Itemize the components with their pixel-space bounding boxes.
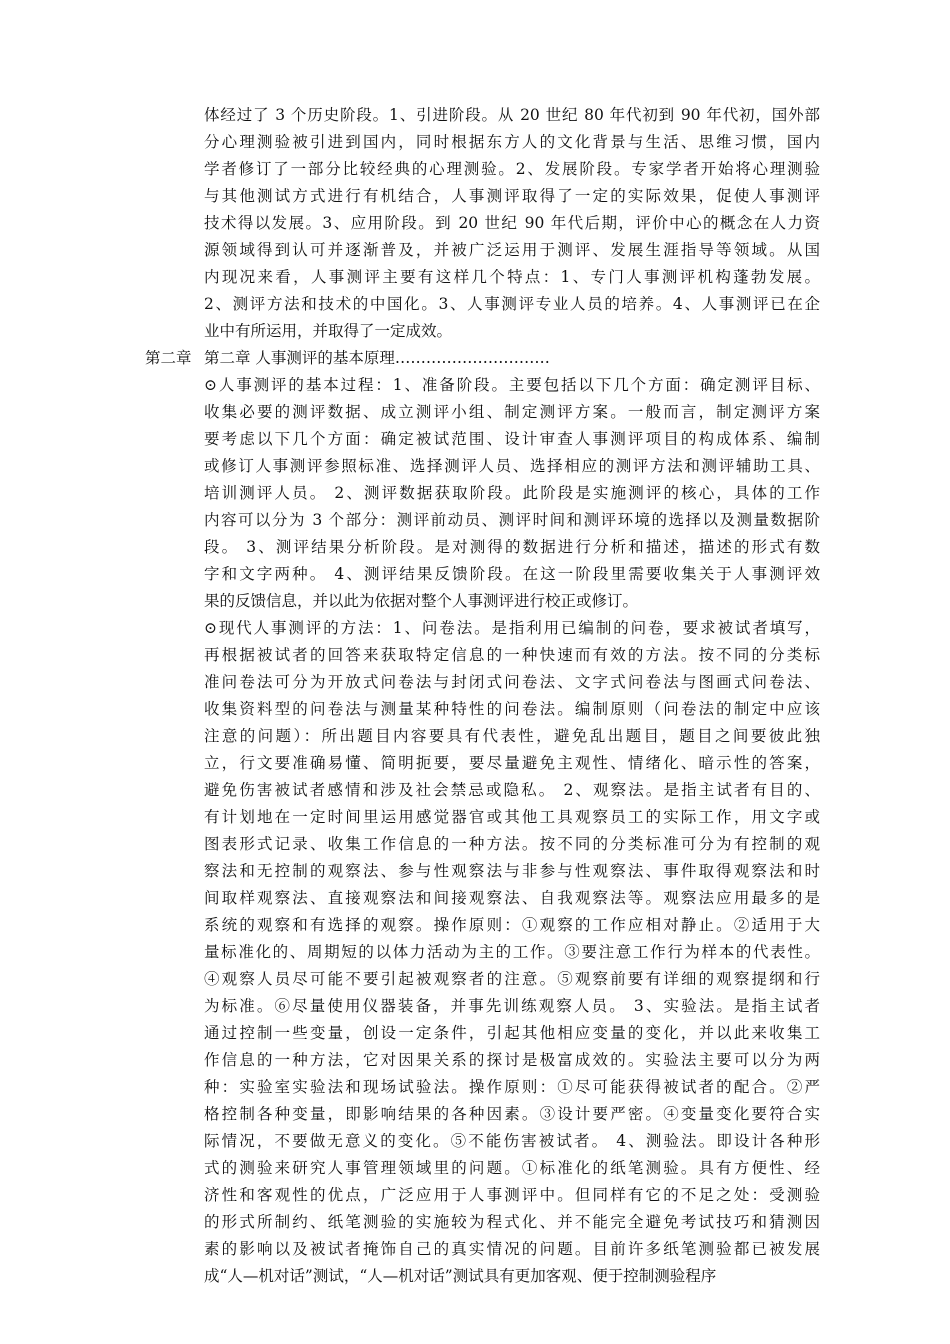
text-line: 素的影响以及被试者掩饰自己的真实情况的问题。目前许多纸笔测验都已被发展 — [204, 1240, 820, 1258]
text-line: 济性和客观性的优点，广泛应用于人事测评中。但同样有它的不足之处：受测验 — [204, 1186, 820, 1204]
text-line: 式的测验来研究人事管理领域里的问题。①标准化的纸笔测验。具有方便性、经 — [204, 1159, 820, 1177]
text-line: 技术得以发展。3、应用阶段。到 20 世纪 90 年代后期，评价中心的概念在人力资 — [204, 214, 820, 232]
chapter-heading — [145, 345, 550, 372]
text-line: 注意的问题）：所出题目内容要具有代表性，避免乱出题目，题目之间要彼此独 — [204, 727, 820, 745]
text-line: 图表形式记录、收集工作信息的一种方法。按不同的分类标准可分为有控制的观 — [204, 835, 820, 853]
text-line: 学者修订了一部分比较经典的心理测验。2、发展阶段。专家学者开始将心理测验 — [204, 160, 820, 178]
text-line: ④观察人员尽可能不要引起被观察者的注意。⑤观察前要有详细的观察提纲和行 — [204, 970, 820, 988]
text-line: 格控制各种变量，即影响结果的各种因素。③设计要严密。④变量变化要符合实 — [204, 1105, 820, 1123]
text-line: 量标准化的、周期短的以体力活动为主的工作。③要注意工作行为样本的代表性。 — [204, 943, 820, 961]
text-line: 准问卷法可分为开放式问卷法与封闭式问卷法、文字式问卷法与图画式问卷法、 — [204, 673, 820, 691]
text-line: 要考虑以下几个方面：确定被试范围、设计审查人事测评项目的构成体系、编制 — [204, 430, 820, 448]
text-line: 系统的观察和有选择的观察。操作原则：①观察的工作应相对静止。②适用于大 — [204, 916, 820, 934]
text-line: 通过控制一些变量，创设一定条件，引起其他相应变量的变化，并以此来收集工 — [204, 1024, 820, 1042]
text-line: 体经过了 3 个历史阶段。1、引进阶段。从 20 世纪 80 年代初到 90 年代初，国外部 — [204, 106, 820, 124]
text-line: 有计划地在一定时间里运用感觉器官或其他工具观察员工的实际工作，用文字或 — [204, 808, 820, 826]
chapter-body — [204, 372, 820, 1290]
text-line: ⊙现代人事测评的方法：1、问卷法。是指利用已编制的问卷，要求被试者填写， — [204, 619, 820, 637]
text-line: 立，行文要准确易懂、简明扼要，要尽量避免主观性、情绪化、暗示性的答案， — [204, 754, 820, 772]
text-line: 避免伤害被试者感情和涉及社会禁忌或隐私。 2、观察法。是指主试者有目的、 — [204, 781, 820, 799]
text-line: 种：实验室实验法和现场试验法。操作原则：①尽可能获得被试者的配合。②严 — [204, 1078, 820, 1096]
text-line: 与其他测试方式进行有机结合，人事测评取得了一定的实际效果，促使人事测评 — [204, 187, 820, 205]
chapter-title: 第二章 人事测评的基本原理………………………… — [204, 349, 550, 367]
text-line: 培训测评人员。 2、测评数据获取阶段。此阶段是实施测评的核心，具体的工作 — [204, 484, 820, 502]
text-line: ⊙人事测评的基本过程：1、准备阶段。主要包括以下几个方面：确定测评目标、 — [204, 376, 820, 394]
text-line: 际情况，不要做无意义的变化。⑤不能伤害被试者。 4、测验法。即设计各种形 — [204, 1132, 820, 1150]
text-line: 或修订人事测评参照标准、选择测评人员、选择相应的测评方法和测评辅助工具、 — [204, 457, 820, 475]
text-line: 再根据被试者的回答来获取特定信息的一种快速而有效的方法。按不同的分类标 — [204, 646, 820, 664]
text-line: 业中有所运用，并取得了一定成效。 — [204, 322, 453, 340]
text-line: 收集必要的测评数据、成立测评小组、制定测评方案。一般而言，制定测评方案 — [204, 403, 820, 421]
text-line: 的形式所制约、纸笔测验的实施较为程式化、并不能完全避免考试技巧和猜测因 — [204, 1213, 820, 1231]
text-line: 分心理测验被引进到国内，同时根据东方人的文化背景与生活、思维习惯，国内 — [204, 133, 820, 151]
text-line: 源领域得到认可并逐渐普及，并被广泛运用于测评、发展生涯指导等领域。从国 — [204, 241, 820, 259]
text-line: 果的反馈信息，并以此为依据对整个人事测评进行校正或修订。 — [204, 592, 639, 610]
text-line: 收集资料型的问卷法与测量某种特性的问卷法。编制原则（问卷法的制定中应该 — [204, 700, 820, 718]
text-line: 作信息的一种方法，它对因果关系的探讨是极富成效的。实验法主要可以分为两 — [204, 1051, 820, 1069]
chapter-label: 第二章 — [145, 349, 192, 367]
text-line: 为标准。⑥尽量使用仪器装备，并事先训练观察人员。 3、实验法。是指主试者 — [204, 997, 820, 1015]
intro-paragraph — [204, 102, 820, 345]
text-line: 间取样观察法、直接观察法和间接观察法、自我观察法等。观察法应用最多的是 — [204, 889, 820, 907]
text-line: 察法和无控制的观察法、参与性观察法与非参与性观察法、事件取得观察法和时 — [204, 862, 820, 880]
text-line: 内现况来看，人事测评主要有这样几个特点：1、专门人事测评机构蓬勃发展。 — [204, 268, 820, 286]
text-line: 2、测评方法和技术的中国化。3、人事测评专业人员的培养。4、人事测评已在企 — [204, 295, 820, 313]
text-line: 成“人—机对话”测试，“人—机对话”测试具有更加客观、便于控制测验程序 — [204, 1267, 717, 1285]
text-line: 字和文字两种。 4、测评结果反馈阶段。在这一阶段里需要收集关于人事测评效 — [204, 565, 820, 583]
text-line: 内容可以分为 3 个部分：测评前动员、测评时间和测评环境的选择以及测量数据阶 — [204, 511, 820, 529]
text-line: 段。 3、测评结果分析阶段。是对测得的数据进行分析和描述，描述的形式有数 — [204, 538, 820, 556]
